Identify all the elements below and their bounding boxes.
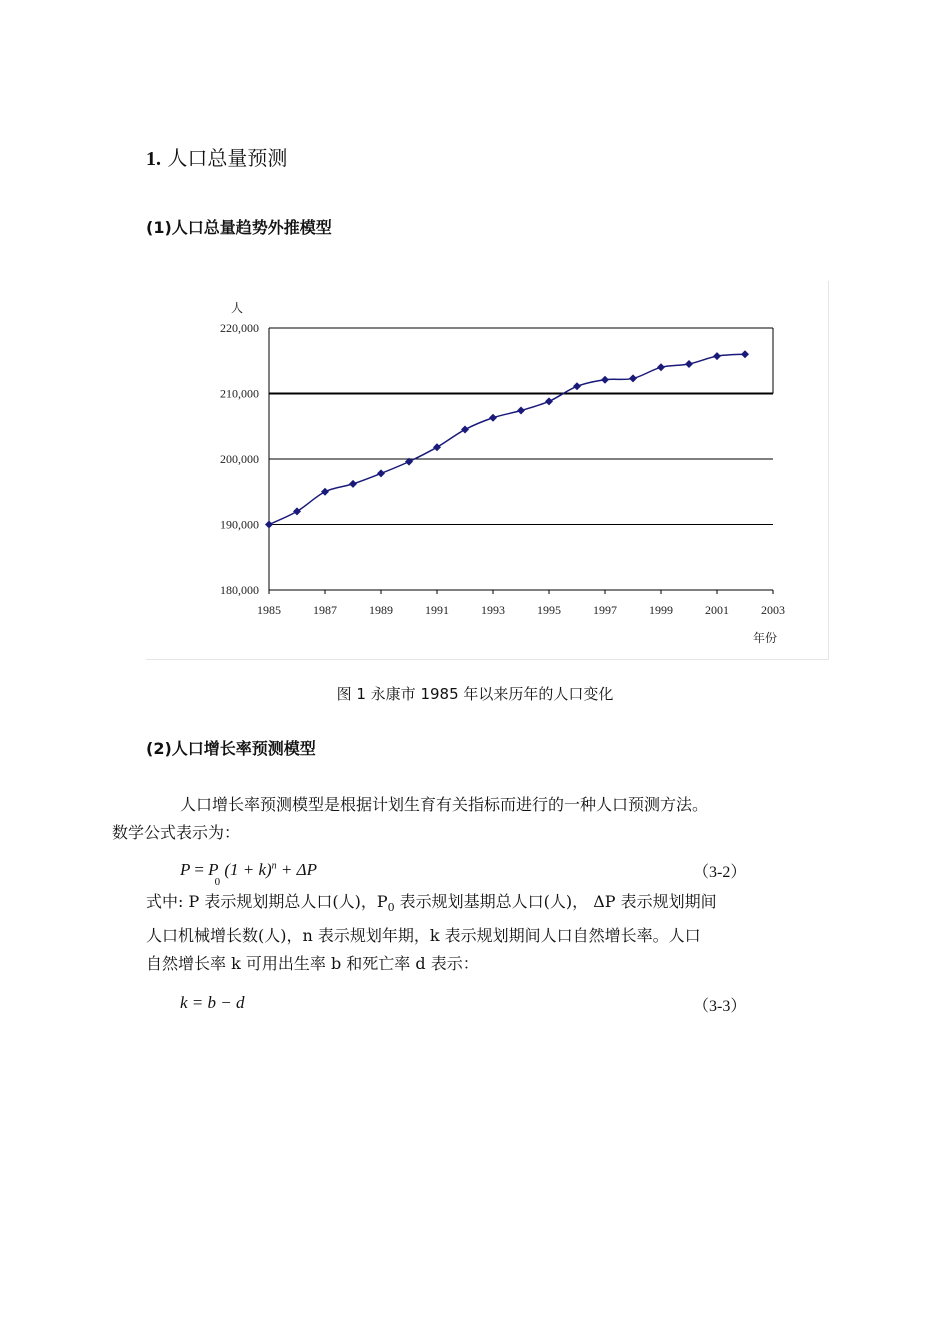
y-tick-label: 180,000	[220, 583, 259, 597]
formula-p: P	[208, 860, 219, 879]
section-title: 人口总量预测	[167, 146, 288, 170]
data-point	[545, 397, 553, 405]
x-tick-label: 1999	[649, 603, 673, 617]
subsection-heading-1: (1)人口总量趋势外推模型	[146, 218, 332, 237]
x-tick-label: 1995	[537, 603, 561, 617]
definitions-sub0: 0	[387, 901, 395, 915]
section-heading	[146, 142, 287, 171]
data-point	[741, 350, 749, 358]
equation-number-3-3: （3-3）	[693, 998, 747, 1015]
definitions-line1-rest: 表示规划基期总人口(人)， ΔP 表示规划期间	[394, 892, 717, 911]
y-axis-label: 人	[230, 301, 244, 315]
x-tick-label: 1987	[313, 603, 337, 617]
data-point	[349, 480, 357, 488]
data-point	[433, 443, 441, 451]
data-point	[293, 507, 301, 515]
data-point	[489, 414, 497, 422]
data-point	[265, 521, 273, 529]
x-tick-label: 1985	[257, 603, 281, 617]
formula-lhs: P	[180, 860, 191, 879]
x-tick-label: 1993	[481, 603, 505, 617]
formula-exp: n	[271, 860, 277, 872]
formula-eq: =	[194, 860, 204, 879]
subsection-heading-2: (2)人口增长率预测模型	[146, 739, 316, 758]
x-tick-label: 1997	[593, 603, 617, 617]
x-tick-label: 1989	[369, 603, 393, 617]
data-point	[601, 376, 609, 384]
data-point	[377, 469, 385, 477]
data-point	[685, 360, 693, 368]
data-point	[573, 382, 581, 390]
figure-caption: 图 1 永康市 1985 年以来历年的人口变化	[336, 685, 614, 703]
y-tick-label: 200,000	[220, 452, 259, 466]
data-point	[321, 488, 329, 496]
chart-svg	[146, 281, 828, 659]
equation-number-3-2: （3-2）	[693, 864, 747, 881]
x-tick-label: 2003	[761, 603, 785, 617]
formula-sub0: 0	[214, 876, 221, 889]
x-tick-label: 1991	[425, 603, 449, 617]
y-tick-label: 220,000	[220, 321, 259, 335]
definitions-line1: 式中: P 表示规划期总人口(人)，P	[146, 892, 388, 911]
formula-3-3: k = b − d	[180, 993, 245, 1012]
data-point	[629, 374, 637, 382]
y-tick-label: 210,000	[220, 386, 259, 401]
section-number: 1.	[146, 148, 161, 170]
definitions-line3: 自然增长率 k 可用出生率 b 和死亡率 d 表示：	[146, 954, 479, 974]
x-tick-label: 2001	[705, 603, 729, 617]
formula-paren: (1 + k)	[224, 860, 272, 879]
definitions-line2: 人口机械增长数(人)，n 表示规划年期，k 表示规划期间人口自然增长率。人口	[146, 926, 701, 946]
paragraph-definitions	[146, 888, 810, 978]
population-chart	[146, 281, 829, 660]
paragraph-intro-line2: 数学公式表示为：	[112, 823, 241, 842]
x-axis-label: 年份	[752, 631, 778, 645]
series-line	[269, 354, 745, 524]
data-point	[517, 407, 525, 415]
data-point	[461, 426, 469, 434]
paragraph-intro-line1: 人口增长率预测模型是根据计划生育有关指标而进行的一种人口预测方法。	[180, 795, 709, 814]
data-point	[657, 363, 665, 371]
formula-3-2	[180, 860, 317, 889]
data-point	[713, 352, 721, 360]
y-tick-label: 190,000	[220, 517, 259, 532]
formula-plus: + ΔP	[280, 860, 317, 879]
paragraph-intro	[112, 791, 810, 847]
